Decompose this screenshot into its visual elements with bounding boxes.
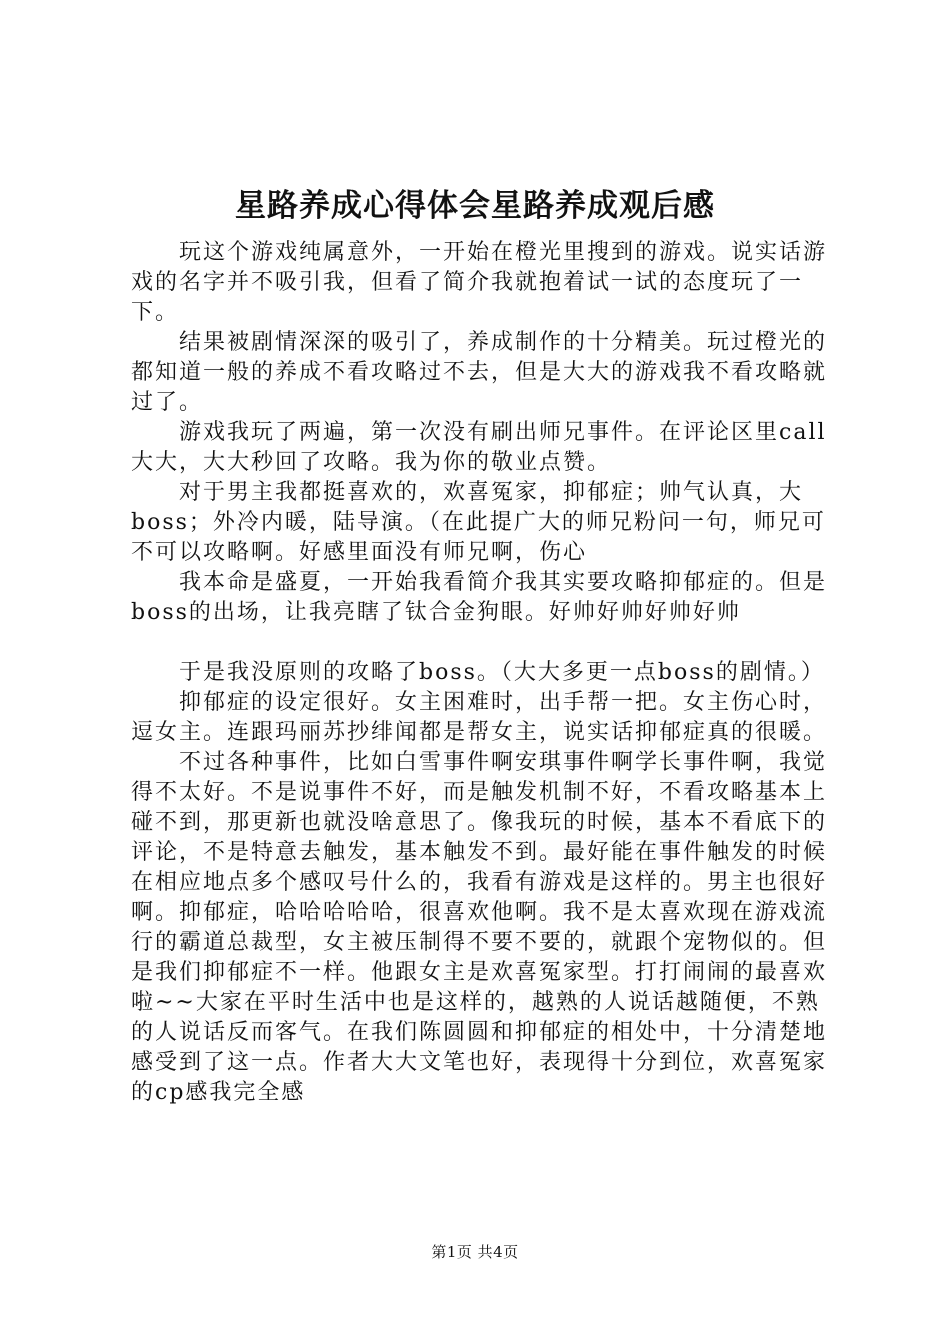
paragraph: 抑郁症的设定很好。女主困难时，出手帮一把。女主伤心时，逗女主。连跟玛丽苏抄绯闻都是帮女主，说实话抑郁症真的很暖。 (131, 690, 828, 745)
document-title: 星路养成心得体会星路养成观后感 (235, 188, 715, 224)
paragraph: 对于男主我都挺喜欢的，欢喜冤家，抑郁症；帅气认真，大boss；外冷内暖，陆导演。（在此提广大的师兄粉问一句，师兄可不可以攻略啊。好感里面没有师兄啊，伤心 (131, 480, 826, 565)
paragraph: 我本命是盛夏，一开始我看简介我其实要攻略抑郁症的。但是boss的出场，让我亮瞎了钛合金狗眼。好帅好帅好帅好帅 (131, 570, 828, 625)
paragraph: 游戏我玩了两遍，第一次没有刷出师兄事件。在评论区里call大大，大大秒回了攻略。我为你的敬业点赞。 (131, 420, 827, 475)
paragraph: 不过各种事件，比如白雪事件啊安琪事件啊学长事件啊，我觉得不太好。不是说事件不好，而是触发机制不好，不看攻略基本上碰不到，那更新也就没啥意思了。像我玩的时候，基本不看底下的评论，不是特意去触发，基本触发不到。最好能在事件触发的时候在相应地点多个感叹号什么的，我看有游戏是这样的。男主也很好啊。抑郁症，哈哈哈哈哈，很喜欢他啊。我不是太喜欢现在游戏流行的霸道总裁型，女主被压制得不要不要的，就跟个宠物似的。但是我们抑郁症不一样。他跟女主是欢喜冤家型。打打闹闹的最喜欢啦~~大家在平时生活中也是这样的，越熟的人说话越随便，不熟的人说话反而客气。在我们陈圆圆和抑郁症的相处中，十分清楚地感受到了这一点。作者大大文笔也好，表现得十分到位，欢喜冤家的cp感我完全感 (131, 750, 828, 1105)
paragraph: 结果被剧情深深的吸引了，养成制作的十分精美。玩过橙光的都知道一般的养成不看攻略过不去，但是大大的游戏我不看攻略就过了。 (131, 330, 828, 415)
paragraph: 玩这个游戏纯属意外，一开始在橙光里搜到的游戏。说实话游戏的名字并不吸引我，但看了简介我就抱着试一试的态度玩了一下。 (131, 240, 828, 325)
paragraph-gap (131, 628, 831, 658)
document-body (131, 238, 831, 1108)
paragraph: 于是我没原则的攻略了boss。（大大多更一点boss的剧情。） (179, 660, 825, 685)
page-number-footer: 第1页 共4页 (431, 1243, 519, 1261)
